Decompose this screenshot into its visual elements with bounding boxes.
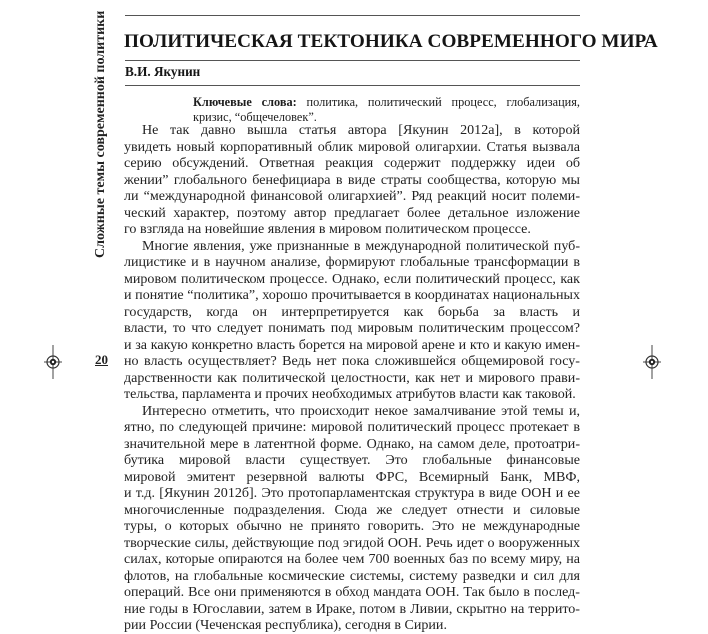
body-line: [124, 205, 580, 222]
body-line-text: Не так давно вышла статья автора [Якунин 2012а], в которой: [142, 122, 580, 138]
body-line-text: многочисленные подразделения. Сюда же следует отнести и силовые: [124, 501, 580, 518]
body-line: [124, 271, 580, 288]
body-line: [124, 419, 580, 436]
body-line-text: творческие силы, действующие под эгидой ООН. Речь идет о вооруженных: [124, 534, 580, 551]
body-line-text: Интересно отметить, что происходит некое замалчивание этой темы и,: [142, 402, 580, 419]
body-line: [124, 370, 580, 387]
body-line-text: мировом политическом процессе. Однако, если политический процесс, как: [124, 270, 580, 287]
body-line: [124, 518, 580, 535]
body-line-text: рии России (Чеченская республика), сегодня в Сирии.: [124, 617, 447, 633]
body-line: [124, 221, 580, 238]
keywords-block: [193, 95, 580, 124]
body-line: [124, 155, 580, 172]
body-line: [124, 139, 580, 156]
keywords-label: Ключевые слова:: [193, 95, 297, 109]
body-line: [124, 320, 580, 337]
page-number: 20: [95, 352, 108, 367]
header-rule-bottom: [125, 85, 580, 86]
body-line-text: но власть осуществляет? Ведь нет пока сложившейся общемировой госу-: [124, 353, 580, 369]
body-line: [124, 568, 580, 585]
body-line-text: флотов, на глобальные космические системы, систему разведки и сил для: [124, 567, 580, 584]
body-line-text: серию обсуждений. Ответная реакция содержит поддержку идеи об: [124, 155, 580, 171]
body-line-text: и за какую конкретно власть борется на мировой арене и кто и какую имен-: [124, 336, 580, 353]
body-line: [124, 452, 580, 469]
body-line: [124, 188, 580, 205]
body-line: [124, 485, 580, 502]
body-line: [124, 337, 580, 354]
body-line-text: лицистике и в научном анализе, формируют глобальные трансформации в: [124, 254, 580, 270]
body-line: [124, 584, 580, 601]
running-head: Сложные темы современной политики: [93, 10, 108, 258]
body-line: [124, 535, 580, 552]
body-line: [124, 172, 580, 189]
registration-mark-left-icon: [42, 345, 64, 379]
body-line-text: бутика мировой власти существует. Это глобальные финансовые: [124, 452, 580, 468]
body-line: [124, 254, 580, 271]
body-line-text: ние годы в Югославии, затем в Ираке, потом в Ливии, скрытно на террито-: [124, 600, 580, 617]
body-line: [124, 502, 580, 519]
body-line: [124, 469, 580, 486]
body-line: [124, 386, 580, 403]
article-author: В.И. Якунин: [125, 64, 201, 79]
registration-mark-right-icon: [641, 345, 663, 379]
body-line: [124, 353, 580, 370]
body-line-text: увидеть новый корпоративный облик мировой олигархии. Статья вызвала: [124, 138, 580, 155]
body-line-text: тельства, парламента и прочих необходимых атрибутов власти как таковой.: [124, 386, 576, 402]
body-line: [124, 601, 580, 618]
body-line-text: го взгляда на новейшие явления в мировом политическом процессе.: [124, 221, 531, 237]
article-title: ПОЛИТИЧЕСКАЯ ТЕКТОНИКА СОВРЕМЕННОГО МИРА: [124, 31, 658, 52]
body-line-text: ли “международной финансовой олигархией”. Ряд реакций носит полеми-: [124, 188, 580, 204]
body-line: [124, 238, 580, 255]
article-body: [124, 122, 580, 634]
body-line-text: государств, когда он интерпретируется как борьба за власть и: [124, 303, 580, 320]
body-line-text: дарственности как политической целостности, как нет и мирового прави-: [124, 369, 580, 386]
body-line: [124, 122, 580, 139]
body-line-text: жении” глобального бенефициара в виде страты сообщества, которую мы: [124, 171, 580, 188]
body-line: [124, 436, 580, 453]
body-line: [124, 403, 580, 420]
header-rule-middle: [125, 60, 580, 61]
keywords-text: политика, политический процесс, глобализация, кризис, “общечеловек”.: [193, 95, 580, 124]
body-line: [124, 617, 580, 634]
body-line-text: ятно, по следующей причине: мировой политический процесс протекает в: [124, 419, 580, 435]
body-line-text: и понятие “политика”, хорошо прочитывается в координатах национальных: [124, 287, 580, 303]
body-line-text: власти, то что следует понимать под мировым политическим процессом?: [124, 320, 580, 336]
header-rule-top: [125, 15, 580, 16]
body-line-text: ческий характер, поэтому автор предлагает более детальное изложение: [124, 204, 580, 221]
body-line: [124, 551, 580, 568]
body-line-text: операций. Все они применяются в обход мандата ООН. Так было в послед-: [124, 584, 580, 600]
body-line-text: туры, о которых обычно не принято говорить. Это не международные: [124, 518, 580, 534]
body-line-text: силах, которые опираются на более чем 700 военных баз по всему миру, на: [124, 551, 580, 567]
body-line-text: Многие явления, уже признанные в международной политической пуб-: [142, 237, 580, 254]
body-line-text: и т.д. [Якунин 2012б]. Это протопарламентская структура в виде ООН и ее: [124, 485, 580, 501]
body-line-text: мировой эмитент резервной валюты ФРС, Всемирный Банк, МВФ,: [124, 468, 580, 485]
body-line: [124, 304, 580, 321]
body-line: [124, 287, 580, 304]
body-line-text: значительной мере в латентной форме. Однако, на самом деле, протоатри-: [124, 435, 580, 452]
